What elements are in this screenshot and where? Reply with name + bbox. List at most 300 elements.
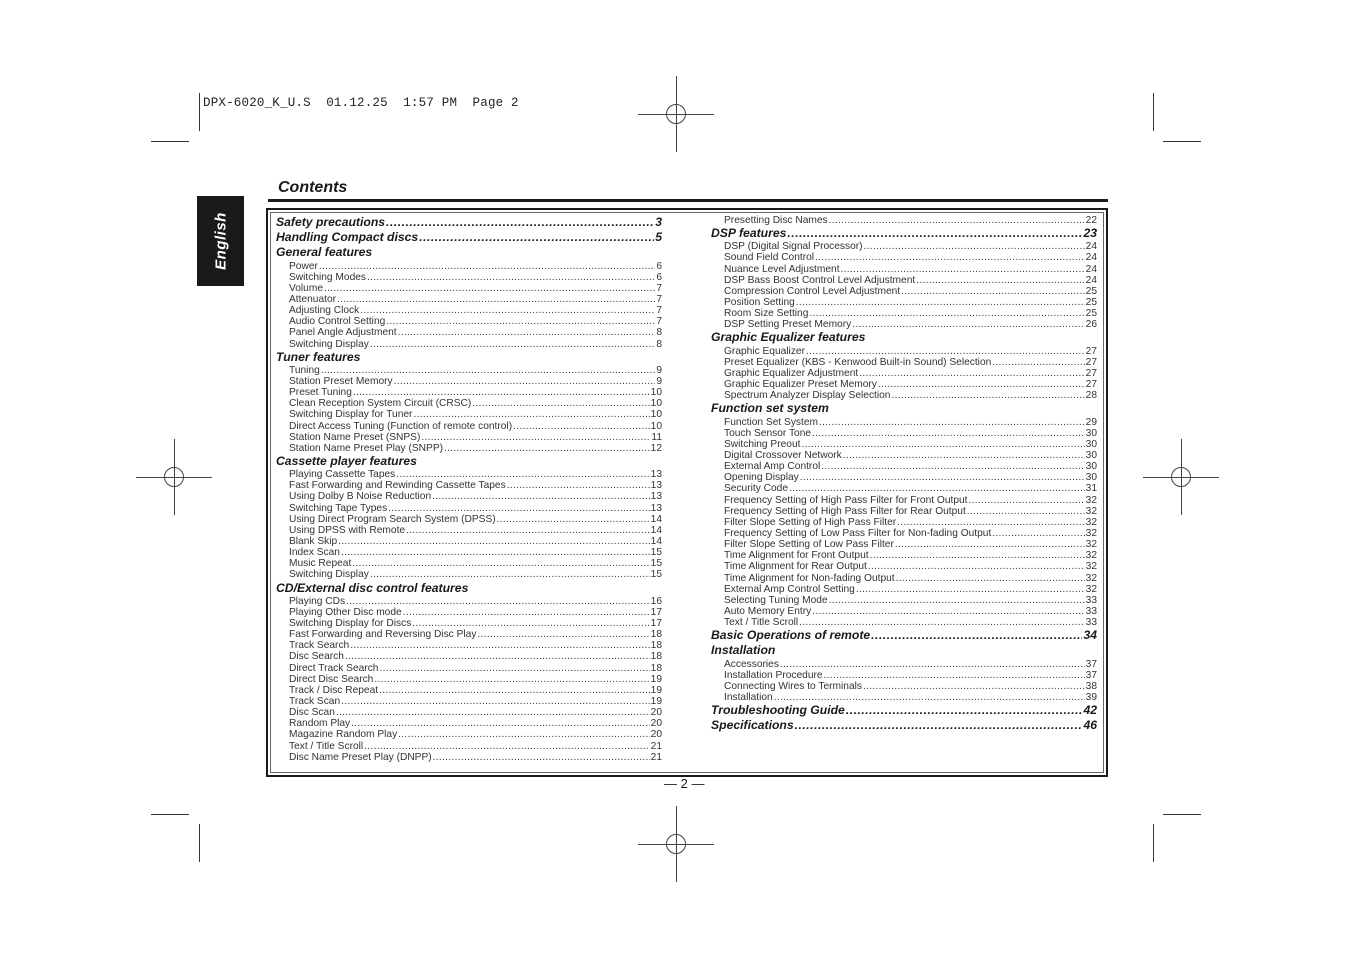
toc-item (711, 584, 1097, 595)
toc-entry-page: 37 (1085, 658, 1097, 670)
toc-item (276, 305, 662, 316)
toc-leader-dots (374, 674, 649, 685)
toc-leader-dots (806, 346, 1085, 357)
toc-entry-label: Fast Forwarding and Reversing Disc Play (289, 629, 477, 641)
toc-leader-dots (379, 663, 649, 674)
toc-entry-page: 15 (650, 569, 662, 581)
toc-entry-label: Specifications (711, 718, 794, 733)
toc-entry-page: 14 (650, 536, 662, 548)
toc-entry-label: Fast Forwarding and Rewinding Cassette Tapes (289, 480, 506, 492)
toc-leader-dots (507, 480, 650, 491)
toc-item (276, 558, 662, 569)
toc-entry-label: Time Alignment for Front Output (724, 550, 869, 562)
toc-item (711, 319, 1097, 330)
toc-entry-page: 42 (1083, 703, 1097, 718)
registration-mark-top (638, 76, 714, 152)
toc-entry-page: 23 (1083, 226, 1097, 241)
toc-entry-label: Power (289, 260, 318, 272)
toc-leader-dots (799, 617, 1084, 628)
toc-entry-label: Position Setting (724, 297, 795, 309)
toc-leader-dots (444, 443, 650, 454)
toc-leader-dots (897, 517, 1085, 528)
toc-item (711, 390, 1097, 401)
toc-leader-dots (398, 729, 649, 740)
toc-entry-page: 7 (656, 305, 662, 317)
toc-entry-label: Station Name Preset Play (SNPP) (289, 442, 444, 454)
registration-mark-left (136, 439, 212, 515)
toc-item (711, 379, 1097, 390)
toc-leader-dots (412, 618, 649, 629)
toc-entry-label: Track Scan (289, 696, 341, 708)
toc-leader-dots (878, 379, 1085, 390)
toc-entry-label: Attenuator (289, 293, 337, 305)
toc-entry-page: 18 (650, 651, 662, 663)
toc-item (276, 536, 662, 547)
toc-left-column (276, 215, 662, 763)
toc-entry-label: Using Direct Program Search System (DPSS) (289, 513, 496, 525)
toc-item (711, 439, 1097, 450)
toc-entry-label: Switching Display for Discs (289, 618, 412, 630)
crop-mark (1153, 824, 1154, 862)
toc-entry-page: 9 (656, 364, 662, 376)
crop-mark (151, 141, 189, 142)
toc-entry-page: 15 (650, 547, 662, 559)
toc-entry-page: 10 (650, 387, 662, 399)
toc-entry-page: 32 (1085, 572, 1097, 584)
toc-leader-dots (864, 241, 1085, 252)
toc-leader-dots (396, 469, 649, 480)
toc-entry-page: 16 (650, 595, 662, 607)
toc-entry-label: Connecting Wires to Terminals (724, 680, 862, 692)
toc-item (711, 550, 1097, 561)
toc-entry-label: Room Size Setting (724, 308, 809, 320)
toc-leader-dots (895, 539, 1085, 550)
toc-item (711, 264, 1097, 275)
toc-entry-page: 30 (1085, 472, 1097, 484)
toc-item (276, 503, 662, 514)
toc-item (276, 327, 662, 338)
toc-item (711, 252, 1097, 263)
toc-entry-label: Opening Display (724, 472, 799, 484)
toc-entry-label: Using DPSS with Remote (289, 524, 406, 536)
language-tab (197, 196, 244, 286)
toc-item (276, 387, 662, 398)
toc-entry-label: Filter Slope Setting of High Pass Filter (724, 516, 897, 528)
toc-item (276, 272, 662, 283)
toc-heading: Cassette player features (276, 454, 417, 468)
toc-entry-page: 21 (650, 751, 662, 763)
crop-mark (199, 93, 200, 131)
toc-entry-label: Switching Display for Tuner (289, 409, 413, 421)
toc-entry-page: 12 (650, 442, 662, 454)
toc-entry-page: 7 (656, 316, 662, 328)
toc-heading: General features (276, 245, 373, 260)
toc-leader-dots (341, 547, 650, 558)
toc-leader-dots (812, 428, 1085, 439)
toc-item (711, 461, 1097, 472)
toc-entry-page: 17 (650, 606, 662, 618)
toc-leader-dots (871, 628, 1082, 643)
toc-item (711, 428, 1097, 439)
toc-leader-dots (796, 297, 1085, 308)
toc-entry-page: 7 (656, 293, 662, 305)
toc-entry-page: 14 (650, 524, 662, 536)
toc-entry-page: 19 (650, 673, 662, 685)
toc-entry-page: 18 (650, 662, 662, 674)
toc-entry-page: 30 (1085, 449, 1097, 461)
toc-entry-label: Frequency Setting of Low Pass Filter for Non-fading Output (724, 527, 992, 539)
toc-entry-label: Blank Skip (289, 536, 338, 548)
toc-leader-dots (324, 283, 655, 294)
toc-entry-label: Compression Control Level Adjustment (724, 285, 901, 297)
toc-item (276, 294, 662, 305)
toc-heading: Function set system (711, 401, 829, 416)
toc-entry-page: 34 (1083, 628, 1097, 643)
toc-leader-dots (472, 398, 649, 409)
crop-mark (1163, 814, 1201, 815)
toc-leader-dots (421, 432, 650, 443)
toc-leader-dots (337, 294, 655, 305)
toc-entry-page: 39 (1085, 692, 1097, 703)
toc-item (276, 674, 662, 685)
toc-item (711, 368, 1097, 379)
toc-entry-page: 10 (650, 409, 662, 421)
toc-leader-dots (497, 514, 650, 525)
toc-entry-label: Switching Preout (724, 438, 801, 450)
toc-entry-label: Volume (289, 282, 323, 294)
toc-item (276, 741, 662, 752)
toc-entry-page: 25 (1085, 308, 1097, 320)
toc-leader-dots (351, 718, 650, 729)
toc-item (711, 241, 1097, 252)
toc-leader-dots (870, 550, 1085, 561)
toc-item (276, 443, 662, 454)
toc-leader-dots (852, 319, 1084, 330)
toc-entry-page: 32 (1085, 583, 1097, 595)
toc-entry-page: 30 (1085, 438, 1097, 450)
toc-heading: Graphic Equalizer features (711, 330, 866, 345)
toc-leader-dots (819, 417, 1085, 428)
toc-entry-page: 3 (655, 215, 662, 229)
toc-item (276, 718, 662, 729)
toc-leader-dots (419, 230, 654, 245)
toc-entry-page: 13 (650, 469, 662, 481)
toc-entry-label: Basic Operations of remote (711, 628, 871, 643)
toc-entry-page: 24 (1085, 263, 1097, 275)
toc-entry-page: 19 (650, 684, 662, 696)
toc-entry-page: 24 (1085, 241, 1097, 253)
toc-entry-page: 31 (1085, 483, 1097, 495)
toc-leader-dots (829, 215, 1085, 226)
page-title: Contents (278, 179, 348, 196)
toc-leader-dots (809, 308, 1084, 319)
toc-entry-page: 32 (1085, 505, 1097, 517)
toc-leader-dots (968, 495, 1084, 506)
toc-item (711, 606, 1097, 617)
toc-leader-dots (824, 670, 1085, 681)
toc-entry-page: 8 (656, 338, 662, 350)
page-number: — 2 — (664, 776, 705, 791)
toc-entry-page: 25 (1085, 297, 1097, 309)
toc-item (276, 685, 662, 696)
toc-leader-dots (432, 491, 650, 502)
toc-entry-page: 27 (1085, 367, 1097, 379)
toc-entry-page: 27 (1085, 356, 1097, 368)
toc-entry-label: Filter Slope Setting of Low Pass Filter (724, 539, 894, 551)
toc-item (276, 707, 662, 718)
toc-entry-page: 30 (1085, 427, 1097, 439)
toc-leader-dots (992, 357, 1084, 368)
toc-item (276, 596, 662, 607)
toc-leader-dots (891, 390, 1084, 401)
toc-entry-label: Graphic Equalizer Adjustment (724, 367, 859, 379)
toc-item (276, 696, 662, 707)
toc-leader-dots (846, 703, 1083, 718)
toc-item (276, 629, 662, 640)
toc-entry-label: Preset Tuning (289, 387, 352, 399)
toc-leader-dots (321, 365, 656, 376)
toc-item (711, 483, 1097, 494)
toc-entry-page: 14 (650, 513, 662, 525)
toc-entry-page: 17 (650, 618, 662, 630)
toc-item (711, 528, 1097, 539)
toc-entry-label: DSP (Digital Signal Processor) (724, 241, 863, 253)
toc-entry-page: 46 (1083, 718, 1097, 733)
toc-leader-dots (967, 506, 1085, 517)
toc-entry-page: 18 (650, 640, 662, 652)
toc-item (276, 525, 662, 536)
toc-entry-label: Troubleshooting Guide (711, 703, 845, 718)
toc-entry-page: 5 (655, 230, 662, 245)
toc-entry-label: Adjusting Clock (289, 305, 360, 317)
toc-item (276, 398, 662, 409)
toc-leader-dots (353, 387, 650, 398)
toc-leader-dots (367, 272, 655, 283)
crop-mark (1163, 141, 1201, 142)
toc-entry-page: 25 (1085, 285, 1097, 297)
toc-leader-dots (433, 752, 650, 763)
toc-entry-page: 6 (656, 260, 662, 272)
toc-heading: Tuner features (276, 349, 361, 364)
toc-item (711, 506, 1097, 517)
toc-entry-label: Graphic Equalizer (724, 345, 805, 357)
toc-leader-dots (346, 596, 650, 607)
toc-leader-dots (336, 707, 650, 718)
toc-entry-label: Playing Other Disc mode (289, 606, 402, 618)
toc-entry-label: DSP Setting Preset Memory (724, 319, 852, 331)
toc-entry-page: 32 (1085, 516, 1097, 528)
toc-leader-dots (477, 629, 649, 640)
toc-section (276, 215, 662, 230)
toc-item (276, 339, 662, 350)
crop-mark (151, 814, 189, 815)
toc-item (711, 417, 1097, 428)
title-rule (268, 199, 1108, 202)
toc-leader-dots (868, 561, 1085, 572)
toc-entry-label: External Amp Control (724, 461, 821, 473)
toc-item (276, 480, 662, 491)
toc-entry-label: Sound Field Control (724, 252, 815, 264)
toc-leader-dots (800, 472, 1085, 483)
toc-item (711, 670, 1097, 681)
toc-section (711, 628, 1097, 643)
toc-leader-dots (856, 584, 1085, 595)
toc-entry-page: 10 (650, 420, 662, 432)
toc-section (711, 718, 1097, 733)
toc-entry-page: 32 (1085, 494, 1097, 506)
toc-entry-page: 13 (650, 491, 662, 503)
toc-entry-label: Tuning (289, 364, 320, 376)
toc-entry-page: 6 (656, 271, 662, 283)
toc-leader-dots (403, 607, 650, 618)
toc-entry-page: 30 (1085, 461, 1097, 473)
toc-entry-page: 8 (656, 327, 662, 339)
toc-item (711, 573, 1097, 584)
toc-entry-label: Clean Reception System Circuit (CRSC) (289, 398, 472, 410)
toc-entry-label: Preset Equalizer (KBS - Kenwood Built-in Sound) Selection (724, 356, 992, 368)
toc-entry-label: Disc Name Preset Play (DNPP) (289, 751, 432, 763)
toc-entry-page: 11 (651, 431, 662, 443)
toc-leader-dots (901, 286, 1085, 297)
toc-item (276, 376, 662, 387)
toc-entry-label: Switching Tape Types (289, 502, 388, 514)
toc-item (276, 283, 662, 294)
toc-section (276, 230, 662, 245)
toc-heading: CD/External disc control features (276, 580, 469, 595)
toc-leader-dots (787, 226, 1082, 241)
toc-item (276, 491, 662, 502)
toc-entry-label: Time Alignment for Rear Output (724, 561, 867, 573)
toc-leader-dots (388, 503, 649, 514)
toc-item (276, 316, 662, 327)
toc-item (711, 308, 1097, 319)
toc-entry-label: Installation (724, 692, 773, 703)
toc-entry-page: 20 (650, 718, 662, 730)
toc-leader-dots (406, 525, 650, 536)
toc-entry-label: Time Alignment for Non-fading Output (724, 572, 895, 584)
registration-mark-bottom (638, 806, 714, 882)
toc-entry-label: Direct Disc Search (289, 673, 374, 685)
toc-entry-label: Nuance Level Adjustment (724, 263, 840, 275)
toc-item (276, 752, 662, 763)
toc-heading: Installation (711, 643, 776, 658)
toc-section (711, 226, 1097, 241)
toc-leader-dots (821, 461, 1084, 472)
toc-item (276, 409, 662, 420)
toc-entry-label: Disc Search (289, 651, 344, 663)
toc-entry-label: Auto Memory Entry (724, 605, 812, 617)
toc-entry-label: Station Name Preset (SNPS) (289, 431, 421, 443)
toc-leader-dots (379, 685, 650, 696)
toc-entry-label: Installation Procedure (724, 669, 823, 681)
toc-item (276, 640, 662, 651)
toc-leader-dots (896, 573, 1085, 584)
toc-entry-label: External Amp Control Setting (724, 583, 855, 595)
toc-entry-label: Function Set System (724, 416, 818, 428)
toc-entry-page: 7 (656, 282, 662, 294)
toc-section (711, 703, 1097, 718)
toc-entry-page: 28 (1085, 390, 1097, 402)
toc-item (711, 561, 1097, 572)
toc-entry-label: Handling Compact discs (276, 230, 419, 245)
toc-item (276, 469, 662, 480)
toc-entry-label: Accessories (724, 658, 779, 670)
toc-leader-dots (394, 376, 656, 387)
toc-entry-page: 22 (1085, 215, 1097, 226)
toc-entry-label: Music Repeat (289, 558, 352, 570)
toc-entry-label: Switching Modes (289, 271, 367, 283)
toc-entry-page: 10 (650, 398, 662, 410)
toc-item (276, 663, 662, 674)
crop-mark (1153, 93, 1154, 131)
toc-entry-page: 13 (650, 480, 662, 492)
toc-entry-label: Selecting Tuning Mode (724, 594, 828, 606)
toc-item (711, 450, 1097, 461)
toc-entry-label: Frequency Setting of High Pass Filter for Rear Output (724, 505, 966, 517)
toc-leader-dots (812, 606, 1084, 617)
toc-item (711, 357, 1097, 368)
toc-item (276, 618, 662, 629)
toc-entry-label: Disc Scan (289, 707, 335, 719)
toc-leader-dots (352, 558, 649, 569)
toc-entry-page: 13 (650, 502, 662, 514)
toc-entry-page: 33 (1085, 594, 1097, 606)
toc-entry-label: Using Dolby B Noise Reduction (289, 491, 432, 503)
toc-leader-dots (780, 659, 1085, 670)
toc-entry-label: DSP Bass Boost Control Level Adjustment (724, 274, 916, 286)
toc-right-column (711, 215, 1097, 734)
toc-leader-dots (859, 368, 1084, 379)
toc-item (276, 365, 662, 376)
toc-entry-label: Graphic Equalizer Preset Memory (724, 379, 877, 391)
toc-item (711, 286, 1097, 297)
toc-item (711, 595, 1097, 606)
toc-leader-dots (386, 316, 655, 327)
toc-item (711, 495, 1097, 506)
toc-item (711, 472, 1097, 483)
toc-leader-dots (386, 215, 654, 230)
toc-entry-label: Track Search (289, 640, 350, 652)
toc-entry-label: Index Scan (289, 547, 340, 559)
toc-entry-page: 18 (650, 629, 662, 641)
toc-leader-dots (513, 421, 650, 432)
toc-entry-label: Spectrum Analyzer Display Selection (724, 390, 891, 402)
toc-item (276, 547, 662, 558)
toc-entry-page: 37 (1085, 669, 1097, 681)
toc-leader-dots (370, 339, 655, 350)
toc-entry-label: Station Preset Memory (289, 376, 393, 388)
toc-leader-dots (916, 275, 1084, 286)
toc-leader-dots (345, 651, 650, 662)
toc-entry-label: Digital Crossover Network (724, 449, 842, 461)
toc-leader-dots (364, 741, 649, 752)
toc-entry-label: Safety precautions (276, 215, 386, 229)
toc-item (276, 569, 662, 580)
toc-item (711, 617, 1097, 628)
toc-entry-page: 26 (1085, 319, 1097, 331)
toc-entry-label: Random Play (289, 718, 351, 730)
toc-entry-label: Security Code (724, 483, 788, 495)
toc-item (711, 539, 1097, 550)
registration-mark-right (1143, 439, 1219, 515)
toc-leader-dots (774, 692, 1085, 703)
toc-entry-page: 32 (1085, 539, 1097, 551)
toc-item (711, 215, 1097, 226)
toc-item (276, 261, 662, 272)
toc-entry-page: 21 (650, 740, 662, 752)
toc-entry-page: 33 (1085, 617, 1097, 629)
toc-leader-dots (341, 696, 650, 707)
